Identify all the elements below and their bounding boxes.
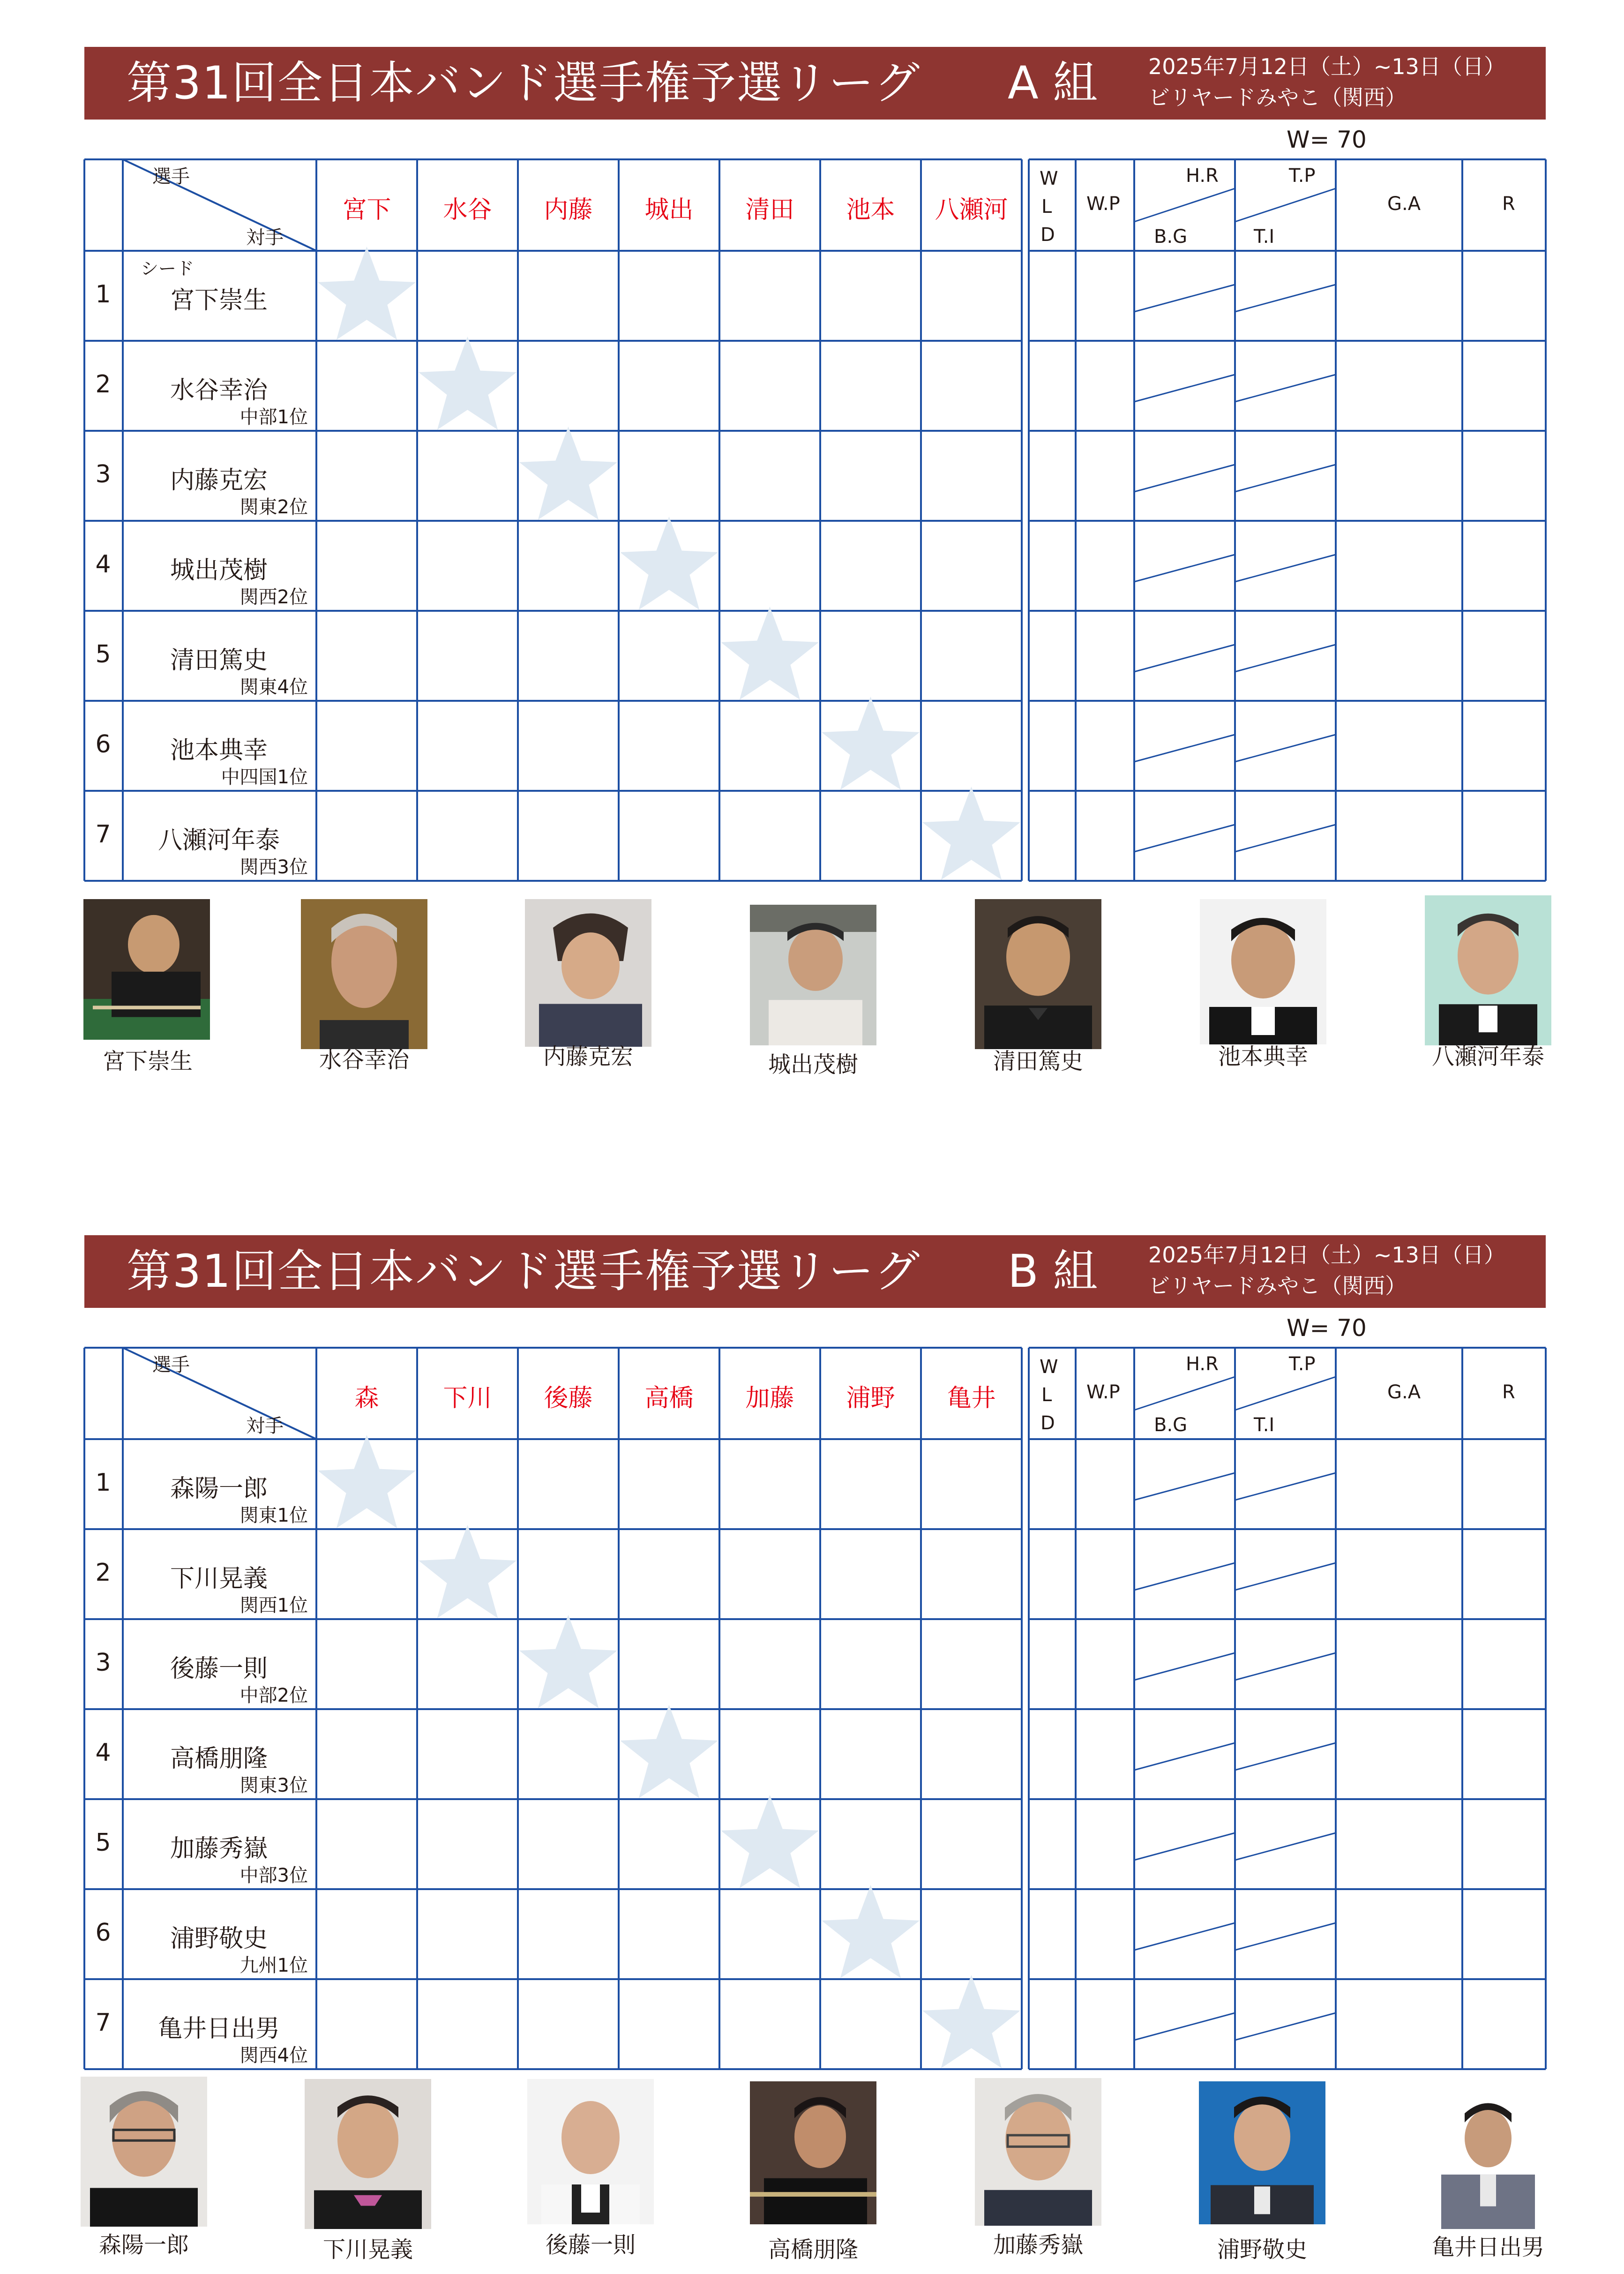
bg-header: B.G (1154, 226, 1188, 248)
player-region: 関西1位 (239, 1595, 308, 1616)
player-region: 中部2位 (239, 1685, 308, 1706)
group-b-label: B 組 (1008, 1245, 1098, 1298)
column-header: 加藤 (745, 1384, 794, 1412)
hr-header: H.R (1186, 165, 1219, 187)
column-header: 八瀬河 (935, 196, 1008, 224)
player-name: 高橋朋隆 (170, 1745, 268, 1773)
tp-header: T.P (1289, 1353, 1316, 1375)
column-header: 内藤 (544, 196, 593, 224)
tp-header: T.P (1289, 165, 1316, 187)
player-photo (1200, 899, 1326, 1044)
ti-header: T.I (1254, 226, 1275, 248)
group-b-w-line: W= 70 (1287, 1314, 1367, 1342)
column-header: 池本 (846, 196, 895, 224)
photo-caption: 浦野敬史 (1217, 2236, 1307, 2263)
player-name: 浦野敬史 (170, 1925, 268, 1953)
photo-caption: 森陽一郎 (98, 2232, 189, 2258)
row-number: 6 (95, 730, 111, 758)
group-a-w-line: W= 70 (1287, 126, 1367, 153)
ga-header: G.A (1387, 1381, 1421, 1403)
group-b-date: 2025年7月12日（土）~13日（日） (1148, 1242, 1505, 1268)
r-header: R (1502, 1381, 1515, 1403)
wld-d: D (1040, 224, 1055, 246)
diagonal-star (822, 1885, 920, 1978)
diagonal-star (519, 1615, 617, 1708)
player-photo (1425, 895, 1551, 1045)
row-number: 4 (95, 550, 111, 578)
wp-header: W.P (1086, 1381, 1120, 1403)
group-a-date: 2025年7月12日（土）~13日（日） (1148, 54, 1505, 79)
diagonal-star (620, 1705, 718, 1798)
photo-caption: 亀井日出男 (1431, 2234, 1544, 2260)
diagonal-star (318, 1435, 416, 1528)
player-photo (1199, 2081, 1325, 2224)
column-header: 城出 (644, 196, 694, 224)
photo-caption: 後藤一則 (545, 2232, 636, 2258)
row-number: 7 (95, 2009, 111, 2037)
ti-header: T.I (1254, 1414, 1275, 1436)
row-number: 5 (95, 640, 111, 668)
player-photo (975, 2078, 1101, 2226)
player-region: 関東4位 (239, 676, 308, 698)
player-region: 中部3位 (239, 1865, 308, 1886)
diagonal-star (419, 1525, 516, 1618)
diagonal-star (922, 1975, 1020, 2068)
group-a-label: A 組 (1008, 57, 1098, 109)
diagonal-star (318, 247, 416, 340)
photo-caption: 八瀬河年泰 (1431, 1043, 1544, 1070)
player-label: 選手 (152, 166, 190, 188)
player-photo (1425, 2088, 1551, 2229)
wld-w: W (1040, 1356, 1058, 1378)
player-name: 亀井日出男 (157, 2015, 280, 2043)
diagonal-star (519, 427, 617, 520)
player-region: 中部1位 (239, 406, 308, 428)
player-name: 城出茂樹 (170, 556, 268, 585)
group-b-title: 第31回全日本バンド選手権予選リーグ (127, 1245, 921, 1298)
column-header: 浦野 (846, 1384, 895, 1412)
column-header: 宮下 (342, 196, 391, 224)
diagonal-star (721, 1795, 819, 1888)
r-header: R (1502, 193, 1515, 215)
player-photo (83, 899, 210, 1040)
column-header: 高橋 (644, 1384, 694, 1412)
player-region: 中四国1位 (221, 766, 308, 788)
row-number: 3 (95, 1649, 111, 1677)
player-name: 後藤一則 (170, 1655, 268, 1683)
player-photo (750, 2081, 876, 2224)
row-number: 3 (95, 460, 111, 488)
player-region: 関西2位 (239, 586, 308, 608)
player-name: 森陽一郎 (170, 1475, 268, 1503)
opponent-label: 対手 (246, 227, 284, 248)
group-a-title: 第31回全日本バンド選手権予選リーグ (127, 57, 921, 109)
photo-caption: 水谷幸治 (319, 1047, 409, 1073)
wld-w: W (1040, 168, 1058, 189)
column-header: 後藤 (544, 1384, 593, 1412)
player-region: 関東2位 (239, 496, 308, 518)
player-photo (305, 2079, 431, 2229)
photo-caption: 下川晃義 (322, 2236, 413, 2263)
player-label: 選手 (152, 1354, 190, 1376)
row-number: 1 (95, 1469, 111, 1497)
player-name: 池本典幸 (170, 736, 268, 765)
wld-d: D (1040, 1412, 1055, 1434)
player-region: 関東1位 (239, 1505, 308, 1526)
photo-caption: 池本典幸 (1218, 1043, 1308, 1070)
diagonal-star (620, 517, 718, 610)
player-photo (525, 899, 651, 1047)
column-header: 水谷 (443, 196, 492, 224)
column-header: 亀井 (947, 1384, 996, 1412)
bg-header: B.G (1154, 1414, 1188, 1436)
player-photo (301, 899, 427, 1049)
diagonal-star (721, 607, 819, 700)
diagonal-star (922, 787, 1020, 880)
player-photo (975, 899, 1101, 1049)
wp-header: W.P (1086, 193, 1120, 215)
row-number: 2 (95, 370, 111, 398)
row-number: 4 (95, 1739, 111, 1767)
column-header: 森 (354, 1384, 379, 1412)
player-name: 宮下崇生 (170, 286, 268, 315)
photo-caption: 内藤克宏 (543, 1043, 633, 1070)
diagonal-star (822, 697, 920, 790)
diagonal-star (419, 337, 516, 430)
player-name: 加藤秀嶽 (170, 1835, 268, 1863)
group-a-section (0, 0, 1624, 1125)
player-photo (527, 2079, 654, 2224)
photo-caption: 加藤秀嶽 (993, 2232, 1083, 2258)
player-name: 清田篤史 (170, 646, 268, 675)
player-name: 下川晃義 (170, 1565, 268, 1593)
player-photo (81, 2077, 207, 2227)
player-name: 八瀬河年泰 (157, 826, 280, 855)
row-number: 7 (95, 820, 111, 848)
player-region: 関西3位 (239, 856, 308, 878)
opponent-label: 対手 (246, 1415, 284, 1437)
wld-l: L (1041, 196, 1052, 218)
ga-header: G.A (1387, 193, 1421, 215)
photo-caption: 城出茂樹 (768, 1051, 858, 1078)
seed-note: シード (141, 258, 195, 279)
group-b-venue: ビリヤードみやこ（関西） (1148, 1273, 1407, 1298)
player-region: 関西4位 (239, 2045, 308, 2066)
player-photo (750, 905, 876, 1045)
wld-l: L (1041, 1384, 1052, 1406)
row-number: 6 (95, 1919, 111, 1947)
player-name: 水谷幸治 (170, 376, 268, 405)
photo-caption: 清田篤史 (993, 1048, 1083, 1074)
column-header: 清田 (745, 196, 794, 224)
row-number: 2 (95, 1559, 111, 1587)
row-number: 5 (95, 1829, 111, 1857)
group-b-section (0, 1188, 1624, 2274)
group-a-venue: ビリヤードみやこ（関西） (1148, 85, 1407, 110)
player-region: 九州1位 (239, 1955, 308, 1976)
player-name: 内藤克宏 (170, 466, 268, 495)
photo-caption: 宮下崇生 (102, 1048, 193, 1074)
player-region: 関東3位 (239, 1775, 308, 1796)
photo-caption: 高橋朋隆 (768, 2236, 858, 2263)
hr-header: H.R (1186, 1353, 1219, 1375)
column-header: 下川 (443, 1384, 492, 1412)
row-number: 1 (95, 280, 111, 308)
